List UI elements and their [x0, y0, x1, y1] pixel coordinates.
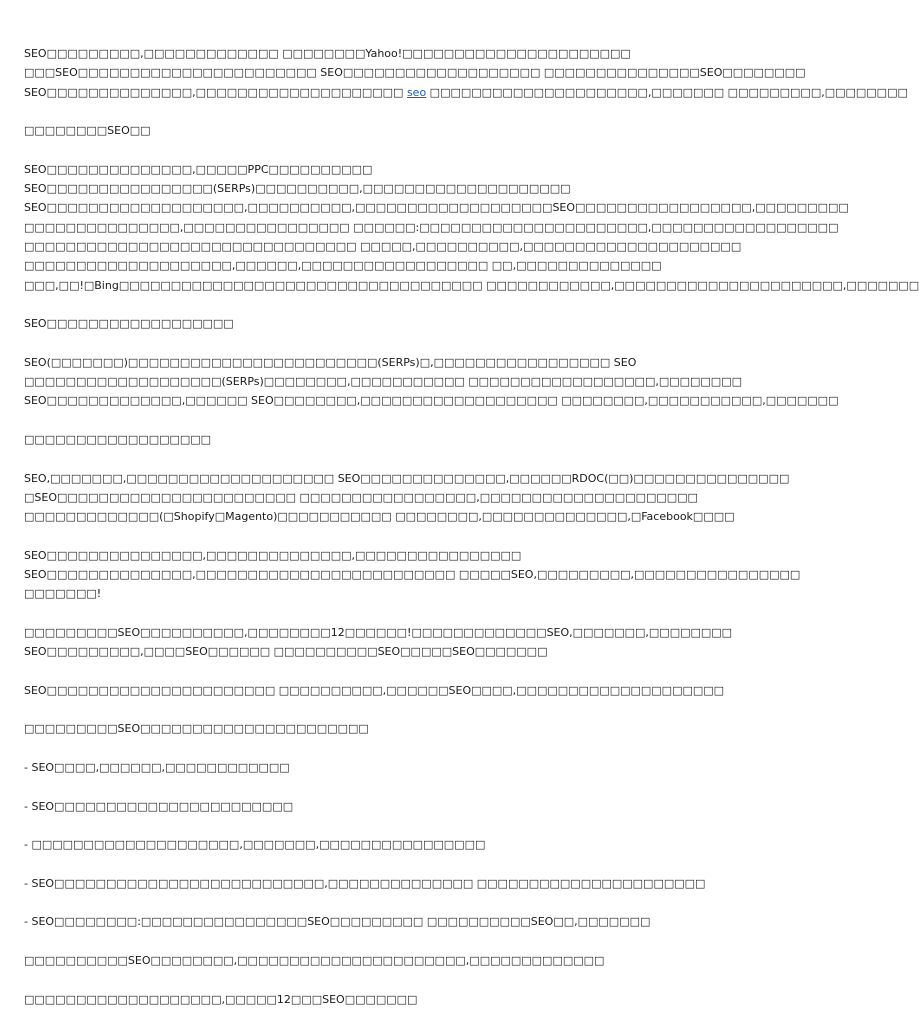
- paragraph: [24, 797, 696, 816]
- paragraph: [24, 719, 696, 738]
- text-line: SEO□□□□□□□□□□□□□□,□□□□□PPC□□□□□□□□□□: [24, 162, 373, 176]
- text-line: □□□□□□□□□□□□□□□□□□□(SERPs)□□□□□□□□,□□□□□□□□□□□ □□□□□□□□□□□□□□□□□□,□□□□□□□□: [24, 375, 742, 389]
- text-segment: SEO□□□□□□□□□□□□□□,□□□□□□□□□□□□□□□□□□□□: [24, 85, 407, 99]
- text-line: □□□□□□□□SEO□□: [24, 124, 151, 138]
- text-line: □□□,□□!□Bing□□□□□□□□□□□□□□□□□□□□□□□□□□□□□□□□□□□ □□□□□□□□□□□□,□□□□□□□□□□□□□□□□□□□□□□,□□□□□□□: [24, 278, 919, 292]
- seo-link[interactable]: seo: [406, 85, 427, 99]
- paragraph: [24, 912, 696, 931]
- text-line: □□□□□□□!: [24, 587, 102, 601]
- paragraph: [24, 623, 733, 662]
- paragraph: [24, 44, 908, 102]
- paragraph: [24, 874, 706, 893]
- text-line: □□□□□□□□□□□□□(□Shopify□Magento)□□□□□□□□□□□ □□□□□□□□,□□□□□□□□□□□□□□,□Facebook□□□□: [24, 510, 735, 524]
- paragraph: [24, 160, 919, 295]
- text-line: - SEO□□□□□□□□□□□□□□□□□□□□□□□□□□,□□□□□□□□□□□□□□ □□□□□□□□□□□□□□□□□□□□□□: [24, 876, 706, 890]
- text-line: SEO□□□□□□□□□□□□□□□□□□□□□□ □□□□□□□□□□,□□□□□□SEO□□□□,□□□□□□□□□□□□□□□□□□□□: [24, 683, 725, 697]
- document-body: [24, 44, 919, 1028]
- text-line: □□□□□□□□□□SEO□□□□□□□□,□□□□□□□□□□□□□□□□□□□□□□,□□□□□□□□□□□□□: [24, 953, 605, 967]
- paragraph: [24, 758, 696, 777]
- text-line: SEO□□□□□□□□□□□□□□□,□□□□□□□□□□□□□□,□□□□□□□□□□□□□□□□: [24, 548, 522, 562]
- text-line: SEO□□□□□□□□□□□□□□,□□□□□□□□□□□□□□□□□□□□□□□□□ □□□□□SEO,□□□□□□□□□,□□□□□□□□□□□□□□□□: [24, 568, 801, 582]
- text-line: □SEO□□□□□□□□□□□□□□□□□□□□□□□ □□□□□□□□□□□□□□□□□,□□□□□□□□□□□□□□□□□□□□□: [24, 490, 698, 504]
- paragraph: [24, 121, 696, 140]
- text-line: SEO,□□□□□□□,□□□□□□□□□□□□□□□□□□□□ SEO□□□□□□□□□□□□□□,□□□□□□RDOC(□□)□□□□□□□□□□□□□□□: [24, 471, 790, 485]
- text-segment: □□□□□□□□□□□□□□□□□□□□□,□□□□□□□ □□□□□□□□□,□□□□□□□□: [426, 85, 908, 99]
- text-line: SEO□□□□□□□□□□□□□□□□□□□,□□□□□□□□□□,□□□□□□□□□□□□□□□□□□□SEO□□□□□□□□□□□□□□□□□,□□□□□□□□□: [24, 201, 849, 215]
- paragraph: [24, 990, 696, 1009]
- text-line: □□□□□□□□□□□□□□□,□□□□□□□□□□□□□□□□ □□□□□□:□□□□□□□□□□□□□□□□□□□□□□,□□□□□□□□□□□□□□□□□□: [24, 220, 839, 234]
- text-line: [24, 83, 908, 102]
- text-line: - SEO□□□□□□□□:□□□□□□□□□□□□□□□□SEO□□□□□□□□□ □□□□□□□□□□SEO□□,□□□□□□□: [24, 915, 651, 929]
- paragraph: [24, 430, 696, 449]
- text-line: SEO□□□□□□□□□□□□□□□□(SERPs)□□□□□□□□□□,□□□□□□□□□□□□□□□□□□□□: [24, 182, 571, 196]
- text-line: - SEO□□□□□□□□□□□□□□□□□□□□□□□: [24, 799, 294, 813]
- text-line: □□□SEO□□□□□□□□□□□□□□□□□□□□□□□ SEO□□□□□□□□□□□□□□□□□□□ □□□□□□□□□□□□□□□SEO□□□□□□□□: [24, 66, 806, 80]
- text-line: SEO□□□□□□□□□□□□□,□□□□□□ SEO□□□□□□□□,□□□□□□□□□□□□□□□□□□□ □□□□□□□□,□□□□□□□□□□□,□□□□□□□: [24, 394, 839, 408]
- text-line: □□□□□□□□□□□□□□□□□□□□,□□□□□□,□□□□□□□□□□□□□□□□□□ □□,□□□□□□□□□□□□□□: [24, 259, 662, 273]
- paragraph: [24, 546, 801, 604]
- paragraph: [24, 681, 725, 700]
- text-line: □□□□□□□□□SEO□□□□□□□□□□,□□□□□□□□12□□□□□□!□□□□□□□□□□□□□SEO,□□□□□□□,□□□□□□□□: [24, 625, 733, 639]
- text-line: - SEO□□□□,□□□□□□,□□□□□□□□□□□□: [24, 760, 290, 774]
- text-line: □□□□□□□□□□□□□□□□□□□□□□□□□□□□□□□□ □□□□□,□□□□□□□□□□,□□□□□□□□□□□□□□□□□□□□□: [24, 239, 742, 253]
- paragraph: [24, 314, 696, 333]
- text-line: SEO(□□□□□□□)□□□□□□□□□□□□□□□□□□□□□□□□(SERPs)□,□□□□□□□□□□□□□□□□□ SEO: [24, 355, 637, 369]
- text-line: - □□□□□□□□□□□□□□□□□□□□,□□□□□□□,□□□□□□□□□□□□□□□□: [24, 838, 486, 852]
- text-line: □□□□□□□□□SEO□□□□□□□□□□□□□□□□□□□□□□: [24, 722, 369, 736]
- paragraph: [24, 835, 696, 854]
- paragraph: [24, 353, 839, 411]
- text-line: SEO□□□□□□□□□,□□□□SEO□□□□□□ □□□□□□□□□□SEO□□□□□SEO□□□□□□□: [24, 645, 548, 659]
- text-line: □□□□□□□□□□□□□□□□□□□,□□□□□12□□□SEO□□□□□□□: [24, 992, 418, 1006]
- text-line: SEO□□□□□□□□□□□□□□□□□□: [24, 317, 234, 331]
- text-line: □□□□□□□□□□□□□□□□□□: [24, 432, 212, 446]
- paragraph: [24, 951, 696, 970]
- text-line: SEO□□□□□□□□□,□□□□□□□□□□□□□ □□□□□□□□Yahoo!□□□□□□□□□□□□□□□□□□□□□□: [24, 47, 631, 60]
- paragraph: [24, 469, 790, 527]
